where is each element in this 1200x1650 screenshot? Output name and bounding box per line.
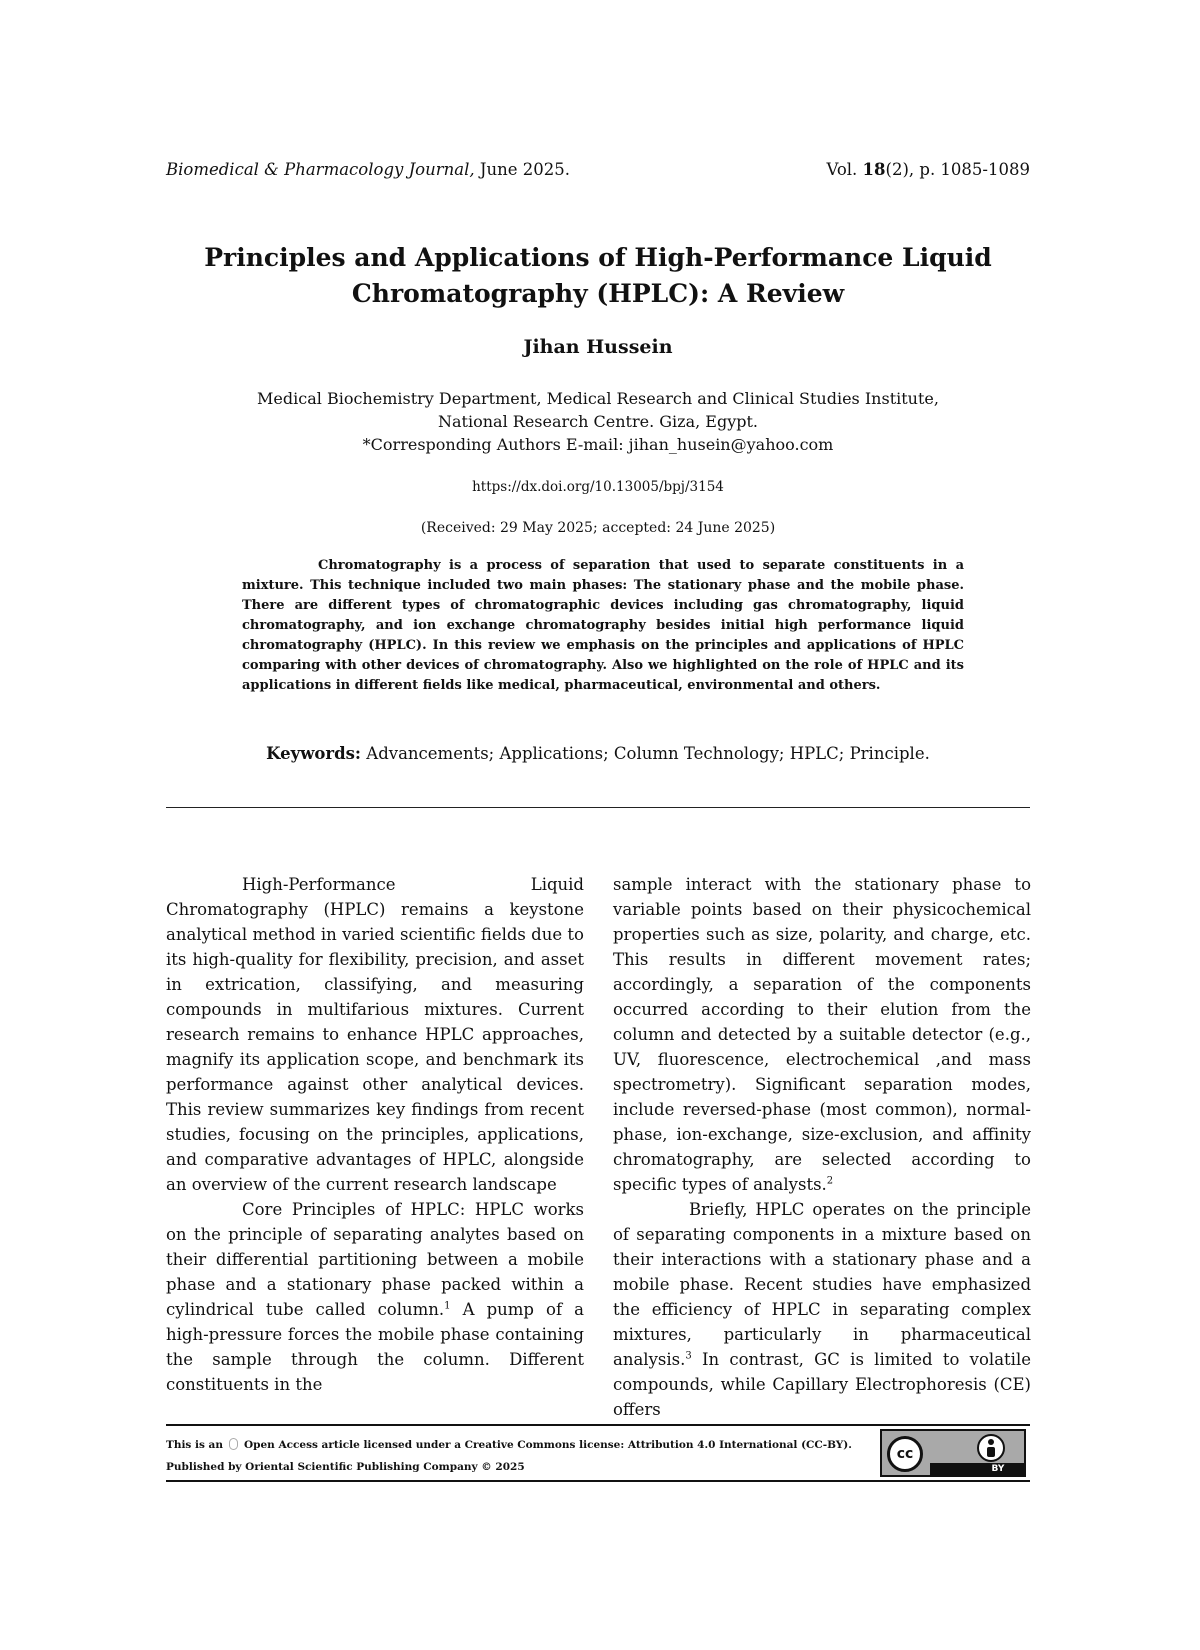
affiliation-line-2: National Research Centre. Giza, Egypt. — [438, 412, 758, 431]
affiliation-line-1: Medical Biochemistry Department, Medical Research and Clinical Studies Institute, — [257, 389, 939, 408]
affiliation-block — [166, 387, 1030, 456]
volume-prefix: Vol. — [826, 160, 863, 179]
license-prefix: This is an — [166, 1439, 223, 1451]
journal-name: Biomedical & Pharmacology Journal, — [166, 160, 475, 179]
citation-2[interactable]: 2 — [826, 1175, 834, 1187]
paper-title: Principles and Applications of High-Performance Liquid Chromatography (HPLC): A Review — [204, 243, 992, 308]
body-column-right — [613, 872, 1031, 1422]
header-divider — [166, 807, 1030, 808]
citation-1[interactable]: 1 — [444, 1300, 451, 1312]
core-principles-text: Core Principles of HPLC: HPLC works on the principle of separating analytes based on their differential partitioning between a mobile phase and a stationary phase packed within a cylindrical tube called column. — [166, 1200, 584, 1319]
volume-info — [826, 160, 1030, 179]
journal-citation — [166, 160, 570, 179]
intro-paragraph: High-Performance Liquid Chromatography (HPLC) remains a keystone analytical method in varied scientific fields due to its high-quality for flexibility, precision, and asset in extrication, classifying, and measuring compounds in multifarious mixtures. Current research remains to enhance HPLC approaches, magnify its application scope, and benchmark its performance against other analytical devices. This review summarizes key findings from recent studies, focusing on the principles, applications, and comparative advantages of HPLC, alongside an overview of the current research landscape — [166, 875, 584, 1194]
open-access-icon — [229, 1438, 238, 1450]
citation-3[interactable]: 3 — [685, 1350, 692, 1362]
keywords-list: Advancements; Applications; Column Technology; HPLC; Principle. — [361, 744, 930, 763]
corresponding-email[interactable]: *Corresponding Authors E-mail: jihan_husein@yahoo.com — [362, 435, 834, 454]
abstract: Chromatography is a process of separation that used to separate constituents in a mixture. This technique included two main phases: The stationary phase and the mobile phase. There are different types of chromatographic devices including gas chromatography, liquid chromatography, and ion exchange chromatography besides initial high performance liquid chromatography (HPLC). In this review we emphasis on the principles and applications of HPLC comparing with other devices of chromatography. Also we highlighted on the role of HPLC and its applications in different fields like medical, pharmaceutical, environmental and others. — [242, 558, 964, 693]
cc-icon: cc — [887, 1436, 923, 1472]
author-name: Jihan Hussein — [523, 336, 673, 358]
keywords-label: Keywords: — [266, 744, 362, 763]
license-footer — [166, 1434, 856, 1478]
received-accepted-dates: (Received: 29 May 2025; accepted: 24 June 2025) — [420, 520, 776, 536]
cc-by-badge[interactable] — [880, 1429, 1026, 1477]
continued-paragraph-text: sample interact with the stationary phase to variable points based on their physicochemical properties such as size, polarity, and charge, etc. This results in different movement rates; accordingly, a separation of the components occurred according to their elution from the column and detected by a suitable detector (e.g., UV, fluorescence, electrochemical ,and mass spectrometry). Significant separation modes, include reversed-phase (most common), normal-phase, ion-exchange, size-exclusion, and affinity chromatography, are selected according to specific types of analysts. — [613, 875, 1031, 1194]
license-line — [166, 1434, 856, 1456]
doi-link[interactable]: https://dx.doi.org/10.13005/bpj/3154 — [472, 479, 724, 495]
briefly-paragraph-text: Briefly, HPLC operates on the principle of separating components in a mixture based on their interactions with a stationary phase and a mobile phase. Recent studies have emphasized the efficiency of HPLC in separating complex mixtures, particularly in pharmaceutical analysis. — [613, 1200, 1031, 1369]
license-text: Open Access article licensed under a Creative Commons license: Attribution 4.0 International (CC-BY). — [244, 1439, 852, 1451]
footer-bottom-rule — [166, 1480, 1030, 1482]
continued-paragraph — [613, 872, 1031, 1197]
briefly-paragraph-text-cont: In contrast, GC is limited to volatile compounds, while Capillary Electrophoresis (CE) offers — [613, 1350, 1031, 1419]
briefly-paragraph — [613, 1197, 1031, 1422]
publisher-line: Published by Oriental Scientific Publishing Company © 2025 — [166, 1461, 525, 1473]
volume-pages: (2), p. 1085-1089 — [885, 160, 1030, 179]
core-principles-text-cont: A pump of a high-pressure forces the mobile phase containing the sample through the column. Different constituents in the — [166, 1300, 585, 1394]
core-principles-paragraph — [166, 1197, 584, 1397]
running-head — [166, 160, 1030, 179]
volume-number: 18 — [862, 160, 886, 179]
keywords — [166, 744, 1030, 763]
footer-top-rule — [166, 1424, 1030, 1426]
attribution-person-icon — [977, 1434, 1005, 1462]
by-label: BY — [930, 1463, 1026, 1475]
issue-date: June 2025. — [474, 160, 570, 179]
body-column-left — [166, 872, 584, 1397]
